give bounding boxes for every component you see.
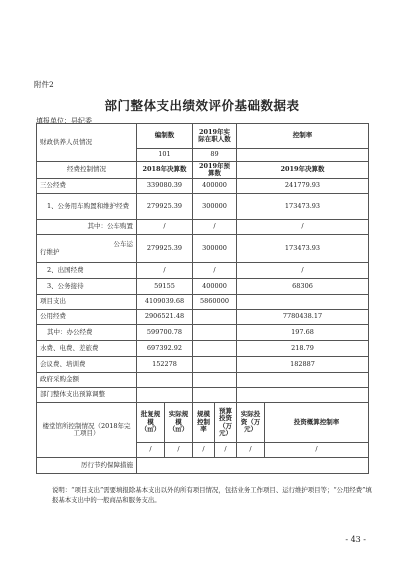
cell-value: [193, 373, 237, 388]
cell-value: [193, 325, 237, 341]
cell-value: /: [193, 263, 237, 279]
table-row: [37, 310, 369, 325]
cell-value: [137, 388, 193, 403]
row-label-procurement: 政府采购金额: [37, 373, 137, 388]
table-row: [37, 220, 369, 235]
building-header-actual-scale: 实际规模（㎡）: [165, 403, 193, 443]
cell-value: 697392.92: [137, 341, 193, 357]
cell-value: 68306: [237, 279, 369, 295]
row-label-vehicle-running-line1: 公车运: [113, 240, 133, 249]
cell-value: /: [265, 443, 369, 458]
expense-header-label: 经费控制情况: [37, 162, 137, 179]
row-label-abroad: 2、出国经费: [37, 263, 137, 279]
row-label-reception: 3、公务接待: [37, 279, 137, 295]
table-row: [37, 357, 369, 373]
cell-value: [237, 388, 369, 403]
cell-value: 59155: [137, 279, 193, 295]
row-label-building: 楼堂馆所控制情况（2018年完工项目）: [37, 403, 137, 458]
cell-value: [237, 373, 369, 388]
building-header-invest-rate: 投资概算控制率: [265, 403, 369, 443]
cell-value: [137, 373, 193, 388]
staff-header-row: [37, 124, 369, 149]
table-row: [37, 235, 369, 263]
staff-value-control-rate: [237, 149, 369, 162]
reporting-unit: 填报单位：县纪委: [36, 117, 92, 125]
page-number: - 43 -: [345, 535, 366, 544]
cell-value: 400000: [193, 279, 237, 295]
table-row: [37, 325, 369, 341]
staff-label: 财政供养人员情况: [37, 124, 137, 162]
document-title: 部门整体支出绩效评价基础数据表: [104, 98, 300, 113]
cell-value: /: [137, 443, 165, 458]
cell-value: /: [237, 443, 265, 458]
cell-value: /: [215, 443, 237, 458]
cell-value: [193, 310, 237, 325]
cell-value: [193, 388, 237, 403]
cell-value: 173473.93: [237, 235, 369, 263]
row-label-budget-adjust: 部门整体支出预算调整: [37, 388, 137, 403]
cell-value: 197.68: [237, 325, 369, 341]
building-header-budget-invest: 预算投资（万元）: [215, 403, 237, 443]
cell-value: 339080.39: [137, 179, 193, 194]
expense-header-2019-budget: 2019年预算数: [193, 162, 237, 179]
expense-header-row: [37, 162, 369, 179]
cell-value: /: [237, 263, 369, 279]
table-row: [37, 458, 369, 474]
expense-header-2019-final: 2019年决算数: [237, 162, 369, 179]
cell-value: 279925.39: [137, 194, 193, 220]
cell-value: /: [137, 220, 193, 235]
cell-value: /: [193, 220, 237, 235]
attachment-label: 附件2: [34, 80, 54, 89]
cell-value: /: [193, 443, 215, 458]
cell-value: 5860000: [193, 295, 237, 310]
row-label-utility: 水费、电费、差旅费: [37, 341, 137, 357]
row-label-vehicle-running: [37, 235, 137, 263]
row-label-vehicle-purchase: 其中：公车购置: [37, 220, 137, 235]
cell-value: 4109039.68: [137, 295, 193, 310]
building-header-row: [37, 403, 369, 443]
staff-value-actual: 89: [193, 149, 237, 162]
row-label-meeting: 会议费、培训费: [37, 357, 137, 373]
row-label-vehicle: 1、公务用车购置和维护经费: [37, 194, 137, 220]
table-row: [37, 194, 369, 220]
table-row: [37, 279, 369, 295]
table-row: [37, 263, 369, 279]
building-header-scale-rate: 规模控制率: [193, 403, 215, 443]
staff-header-establishment: 编制数: [137, 124, 193, 149]
expenditure-table: [36, 123, 369, 474]
cell-value: [237, 295, 369, 310]
cell-value: /: [137, 263, 193, 279]
table-row: [37, 179, 369, 194]
table-row: [37, 373, 369, 388]
table-row: [37, 388, 369, 403]
staff-value-establishment: 101: [137, 149, 193, 162]
cell-value: 2906521.48: [137, 310, 193, 325]
building-header-actual-invest: 实际投资（万元）: [237, 403, 265, 443]
staff-header-actual: 2019年实际在职人数: [193, 124, 237, 149]
row-label-project: 项目支出: [37, 295, 137, 310]
row-label-vehicle-running-line2: 行维护: [40, 247, 60, 256]
cell-value: [193, 357, 237, 373]
cell-value: /: [165, 443, 193, 458]
cell-value: 300000: [193, 194, 237, 220]
cell-value: 241779.93: [237, 179, 369, 194]
cell-value: /: [237, 220, 369, 235]
cell-value: [193, 341, 237, 357]
building-header-approved-scale: 批复规模（㎡）: [137, 403, 165, 443]
cell-value: 400000: [193, 179, 237, 194]
cell-value: 218.79: [237, 341, 369, 357]
row-label-sgf: 三公经费: [37, 179, 137, 194]
cell-value: 279925.39: [137, 235, 193, 263]
footnote: 说明：“项目支出”需要填报除基本支出以外的所有项目情况，包括业务工作项目、运行维护项目等；“公用经费”填报基本支出中的一般商品和服务支出。: [52, 486, 372, 504]
table-row: [37, 341, 369, 357]
table-row: [37, 295, 369, 310]
cell-value: 182887: [237, 357, 369, 373]
row-label-public: 公用经费: [37, 310, 137, 325]
staff-header-control-rate: 控制率: [237, 124, 369, 149]
cell-value: 152278: [137, 357, 193, 373]
cell-value: 7780438.17: [237, 310, 369, 325]
cell-value: 173473.93: [237, 194, 369, 220]
cell-value: [137, 458, 369, 474]
row-label-thrift: 厉行节约保障措施: [37, 458, 137, 474]
cell-value: 599700.78: [137, 325, 193, 341]
expense-header-2018-final: 2018年决算数: [137, 162, 193, 179]
cell-value: 300000: [193, 235, 237, 263]
row-label-office: 其中：办公经费: [37, 325, 137, 341]
